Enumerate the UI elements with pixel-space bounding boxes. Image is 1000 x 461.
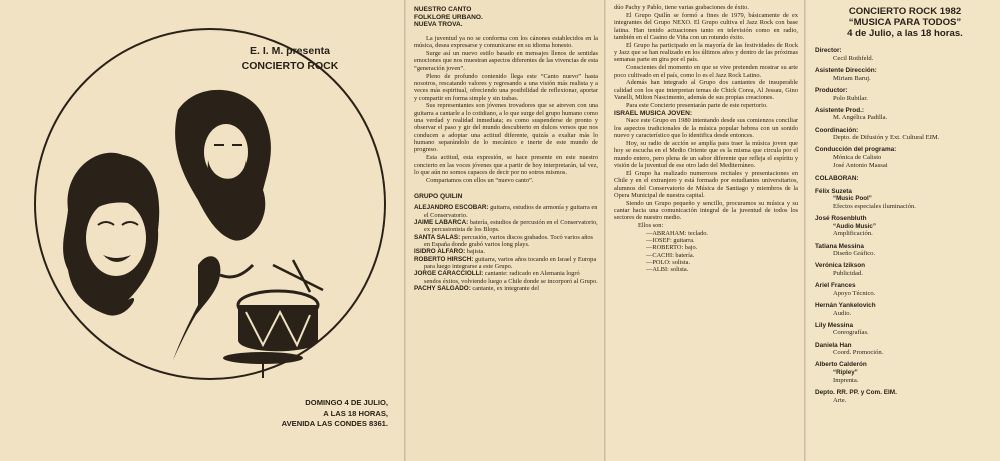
credit-role: Director: xyxy=(815,47,842,55)
credit-role: Conducción del programa: xyxy=(815,146,897,154)
credits-title xyxy=(815,6,995,39)
list-item: —ALBI: solista. xyxy=(646,266,689,274)
group-heading: ISRAEL MUSICA JOVEN: xyxy=(614,109,693,117)
dancer-figure xyxy=(173,256,220,360)
credit-name: Miriam Baruj. xyxy=(833,74,871,82)
event-info xyxy=(238,398,388,430)
drum-body xyxy=(238,305,318,351)
paragraph: Siendo un Grupo pequeño y sencillo, procuramos su música y su cantar hacia una comunicación integral de la juventud de todos los sectores de nuestro medio. xyxy=(614,199,798,222)
collab-person: Alberto Calderón xyxy=(815,361,867,369)
heading-line: NUEVA TROVA. xyxy=(414,21,463,29)
member-name: JORGE CARACCIOLLI: xyxy=(414,270,484,278)
credit-name: M. Angélica Padilla. xyxy=(833,114,888,122)
collab-person: Lily Messina xyxy=(815,321,854,329)
paragraph: Surge así un nuevo estilo basado en mensajes llenos de sentidas emociones que nos muestran aspectos diferentes de las vivencias de esta “generación joven”. xyxy=(414,49,598,72)
credit-name: Mónica de Calisto xyxy=(833,154,882,162)
member-entry xyxy=(414,256,598,271)
list-item: —CACHI: batería. xyxy=(646,251,695,259)
credit-role: Asistente Dirección: xyxy=(815,67,877,75)
paragraph: El Grupo ha realizado numerosos recitales y presentaciones en Chile y en el extranjero y está formado por estudiantes universitarios, alumnos del Conservatorio de Música de Santiago y miembros de la Opera Municipal de nuestra capital. xyxy=(614,169,798,199)
heading-line: FOLKLORE URBANO. xyxy=(414,13,483,21)
member-desc: bajista. xyxy=(466,248,485,256)
collab-detail: “Ripley” xyxy=(833,369,858,377)
member-name: ROBERTO HIRSCH: xyxy=(414,255,474,263)
member-desc: cantante: radicado en Alemania logró sendos éxitos, volviendo luego a Chile donde se incorporó al Grupo. xyxy=(424,270,598,285)
heading-line: NUESTRO CANTO xyxy=(414,6,472,13)
credit-name: Cecil Rothfeld. xyxy=(833,55,874,63)
collab-detail: Arte. xyxy=(833,396,847,404)
dancer-arm xyxy=(220,265,253,277)
collab-detail: Imprenta. xyxy=(833,376,859,384)
collab-person: Depto. RR. PP. y Com. EIM. xyxy=(815,388,897,396)
member-name: JAIME LABARCA: xyxy=(414,218,469,226)
list-item: —IOSEF: guitarra. xyxy=(646,236,695,244)
intro-column xyxy=(414,6,598,292)
woman-face xyxy=(86,200,146,276)
concert-title: CONCIERTO ROCK xyxy=(241,60,339,72)
member-entry xyxy=(414,219,598,234)
fold-line xyxy=(604,0,607,461)
member-entry xyxy=(414,285,598,292)
paragraph: Sus representantes son jóvenes trovadores que se atreven con una guitarra a cantarle a lo cotidiano, a lo que surge del grupo humano como una verdad y realidad inmediata; es como suspenderse de pronto y observar el paso y gir del mundo descubierto en dulces versos que nos conducen a adoptar una actitud diferente, quizás a exaltar más lo humano separándolo de lo mecánico e inerte de este mundo de progreso. xyxy=(414,102,598,154)
paragraph: Compartamos con ellos un “nuevo canto”. xyxy=(426,176,534,184)
paragraph: La juventud ya no se conforma con los cánones establecidos en la música, desea expresarse y comunicarse en su idioma honesto. xyxy=(414,34,598,50)
list-item: —ABRAHAM: teclado. xyxy=(646,229,709,237)
credit-name: Depto. de Difusión y Ext. Cultural EIM. xyxy=(833,134,940,142)
fold-line xyxy=(404,0,407,461)
collab-person: Tatiana Messina xyxy=(815,242,864,250)
member-name: ALEJANDRO ESCOBAR: xyxy=(414,204,489,212)
event-time: A LAS 18 HORAS, xyxy=(323,408,388,418)
credit-name: José Antonio Massai xyxy=(833,161,888,169)
collab-detail: Coord. Promoción. xyxy=(833,349,884,357)
list-intro: Ellos son: xyxy=(638,222,664,230)
collab-detail: Audio. xyxy=(833,309,852,317)
section-heading xyxy=(414,6,598,29)
event-address: AVENIDA LAS CONDES 8361. xyxy=(281,419,388,428)
title-line: “MUSICA PARA TODOS” xyxy=(848,17,962,28)
presenter-line: E. I. M. presenta xyxy=(250,45,330,57)
collab-person: José Rosenbluth xyxy=(815,215,867,223)
collab-detail: Diseño Gráfico. xyxy=(833,250,876,258)
title-line: CONCIERTO ROCK 1982 xyxy=(848,6,962,17)
groups-column xyxy=(614,4,798,274)
collab-person: Daniela Han xyxy=(815,341,852,349)
collab-person: Hernán Yankelovich xyxy=(815,301,876,309)
collab-detail: Coreografías. xyxy=(833,329,869,337)
paragraph: Pleno de profundo contenido llega este “Canto nuevo” hasta nosotros, rescatando valores y regresando a una visión más realista y a veces más espiritual, ofreciendo una posibilidad de reflexionar, aportar y compartir en forma simple y sin trabas. xyxy=(414,72,598,102)
paragraph: Para este Concierto presentarán parte de este repertorio. xyxy=(626,101,768,109)
member-desc: percusión, varios discos grabados. Tocó varios años en España donde grabó varios long plays. xyxy=(424,233,594,248)
credits-column xyxy=(815,6,995,404)
collab-detail: “Audio Music” xyxy=(833,222,876,230)
collab-detail: “Music Pool” xyxy=(833,195,872,203)
member-desc: guitarra, varios años tocando en Israel y Europa para luego integrarse a este Grupo. xyxy=(424,255,597,270)
list-item: —ROBERTO: bajo. xyxy=(646,244,698,252)
paragraph: Hoy, su radio de acción se amplía para traer la música joven que hoy se escucha en el Medio Oriente que es la misma que circula por el mundo entero, pero plena de un sabor diferente que refleja el espíritu y visión de la juventud de ese otro lado del Mediterráneo. xyxy=(614,139,798,169)
event-date: DOMINGO 4 DE JULIO, xyxy=(305,398,388,407)
paragraph: Esta actitud, esta expresión, se hace presente en este nuestro concierto en las voces jóvenes que a partir de hoy interpretarán, tal vez, lo que aún no somos capaces de decir por no sotros mismos. xyxy=(414,154,598,176)
collab-person: Félix Suzeta xyxy=(815,187,852,195)
member-name: ISIDRO ALFARO: xyxy=(414,248,466,256)
member-entry xyxy=(414,270,598,285)
collab-person: Verónica Izikson xyxy=(815,262,866,270)
credit-role: Productor: xyxy=(815,86,848,94)
paragraph: El Grupo ha participado en la mayoría de las festividades de Rock y Jazz que se han realizado en los últimos años y dentro de las próximas semanas parte en gira por el país. xyxy=(614,41,798,64)
collab-detail: Publicidad. xyxy=(833,270,863,278)
member-name: SANTA SALAS: xyxy=(414,233,461,241)
collab-heading: COLABORAN: xyxy=(815,175,859,183)
paragraph: El Grupo Quilín se formó a fines de 1979, básicamente de ex integrantes del Grupo NEXO. El Grupo cultiva el Jazz Rock con base latina. Han tenido actuaciones tanto en televisión como en radio, también en el Casino de Viña con un rotundo éxito. xyxy=(614,11,798,41)
collab-detail: Efectos especiales iluminación. xyxy=(833,202,916,210)
credit-name: Polo Rubilar. xyxy=(833,94,868,102)
group-heading: GRUPO QUILIN xyxy=(414,192,463,200)
cover-illustration xyxy=(48,60,368,380)
collab-detail: Apoyo Técnico. xyxy=(833,289,876,297)
paragraph: dúo Pachy y Pablo, tiene varias grabaciones de éxito. xyxy=(614,4,749,11)
member-entry xyxy=(414,248,598,255)
collab-detail: Amplificación. xyxy=(833,230,873,238)
member-name: PACHY SALGADO: xyxy=(414,285,471,293)
credit-role: Coordinación: xyxy=(815,126,859,134)
collab-person: Ariel Frances xyxy=(815,282,856,290)
paragraph: Nace este Grupo en 1980 intentando desde sus comienzos conciliar los aspectos tradicionales de la música popular hebrea con un sonido nuevo y característico que lo identifica desde entonces. xyxy=(614,117,798,140)
member-entry xyxy=(414,204,598,219)
member-desc: batería, estudios de percusión en el Conservatorio, ex percusionista de los Blops. xyxy=(424,218,598,234)
paragraph: Además han integrado al Grupo dos cantantes de insuperable calidad con los que interpretan temas de Chick Corea, Al Jessau, Gino Vanelli, Milton Nascimento, además de sus propias creaciones. xyxy=(614,79,798,102)
paragraph: Conscientes del momento en que se vive pretenden mostrar su arte poco cultivado en el país, como lo es el Jazz Rock Latino. xyxy=(614,64,798,79)
fold-line xyxy=(804,0,807,461)
member-desc: cantante, ex integrante del xyxy=(472,285,539,293)
member-desc: guitarra, estudios de armonía y guitarra en el Conservatorio. xyxy=(424,204,598,219)
title-line: 4 de Julio, a las 18 horas. xyxy=(847,28,963,39)
list-item: —POLO: solista. xyxy=(646,258,691,266)
member-entry xyxy=(414,234,598,249)
credit-role: Asistente Prod.: xyxy=(815,106,865,114)
